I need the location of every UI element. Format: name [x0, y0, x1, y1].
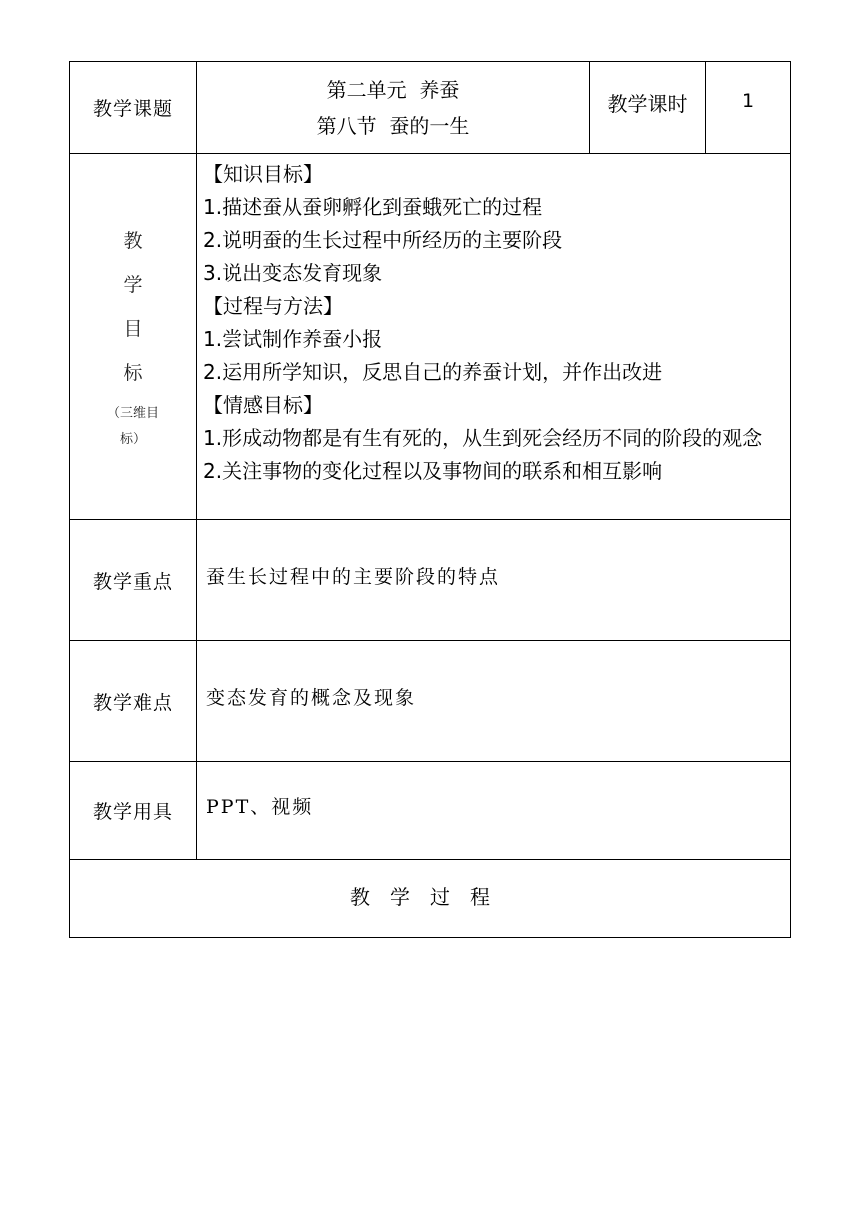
- objectives-label-char: 教: [123, 229, 143, 252]
- objective-item: 1.尝试制作养蚕小报: [203, 327, 383, 351]
- objective-heading: 【过程与方法】: [203, 294, 343, 318]
- difficulties-row: [70, 641, 791, 762]
- objective-heading: 【情感目标】: [203, 393, 323, 417]
- tools-row: [70, 762, 791, 860]
- tools-label: 教学用具: [70, 762, 197, 860]
- objectives-label-note: 标）: [119, 431, 146, 447]
- objectives-label-note: （三维目: [106, 405, 159, 421]
- key-points-content: 蚕生长过程中的主要阶段的特点: [197, 520, 791, 641]
- topic-row: [70, 62, 791, 154]
- objectives-label-char: 目: [123, 317, 143, 340]
- process-heading: 教学过程: [70, 860, 791, 938]
- objectives-label-char: 标: [123, 361, 143, 384]
- objective-item: 1.形成动物都是有生有死的，从生到死会经历不同的阶段的观念: [203, 426, 763, 450]
- topic-title-cell: [197, 62, 590, 154]
- objectives-label-char: 学: [123, 273, 143, 296]
- objectives-row: [70, 154, 791, 520]
- objectives-content: [197, 154, 791, 520]
- process-row: [70, 860, 791, 938]
- objective-item: 1.描述蚕从蚕卵孵化到蚕蛾死亡的过程: [203, 195, 543, 219]
- difficulties-label: 教学难点: [70, 641, 197, 762]
- objective-item: 3.说出变态发育现象: [203, 261, 383, 285]
- section-title: 第八节 蚕的一生: [316, 113, 470, 138]
- lesson-plan-table: [69, 61, 791, 938]
- tools-content: PPT、视频: [197, 762, 791, 860]
- objective-item: 2.说明蚕的生长过程中所经历的主要阶段: [203, 228, 563, 252]
- key-points-label: 教学重点: [70, 520, 197, 641]
- difficulties-content: 变态发育的概念及现象: [197, 641, 791, 762]
- objectives-label: [70, 154, 197, 520]
- objective-item: 2.关注事物的变化过程以及事物间的联系和相互影响: [203, 459, 663, 483]
- objective-heading: 【知识目标】: [203, 162, 323, 186]
- unit-title: 第二单元 养蚕: [326, 77, 460, 102]
- topic-label: 教学课题: [70, 62, 197, 154]
- hours-value: 1: [706, 62, 791, 154]
- objective-item: 2.运用所学知识，反思自己的养蚕计划，并作出改进: [203, 360, 663, 384]
- key-points-row: [70, 520, 791, 641]
- hours-label: 教学课时: [590, 62, 706, 154]
